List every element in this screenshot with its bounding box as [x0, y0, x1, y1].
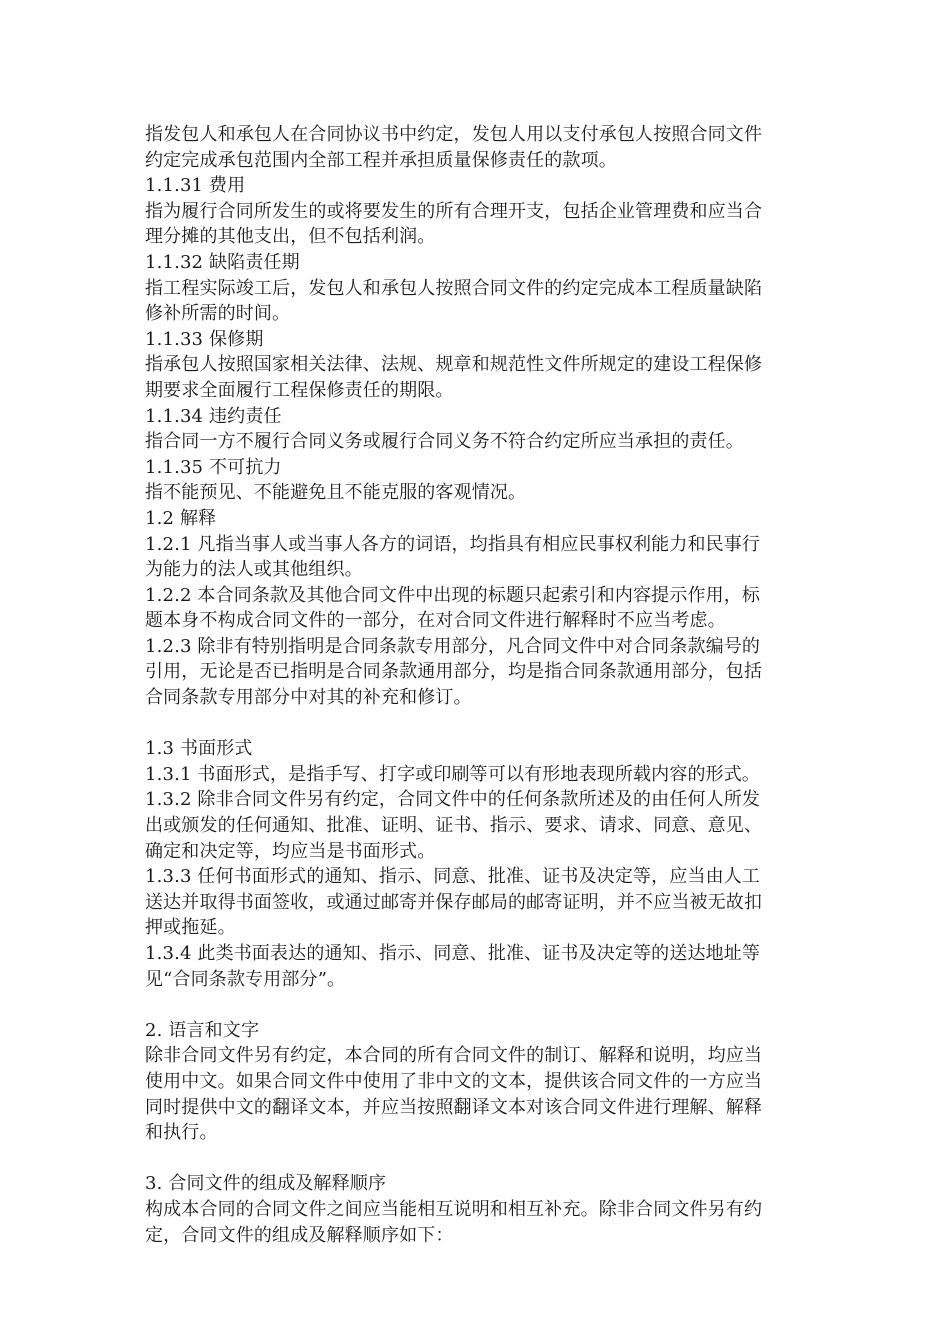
text-line: 1.2.2 本合同条款及其他合同文件中出现的标题只起索引和内容提示作用，标	[145, 584, 761, 606]
section-heading: 1.3 书面形式	[145, 738, 253, 760]
text-line: 出或颁发的任何通知、批准、证明、证书、指示、要求、请求、同意、意见、	[145, 815, 763, 837]
text-line: 合同条款专用部分中对其的补充和修订。	[145, 687, 472, 709]
text-line: 引用，无论是否已指明是合同条款通用部分，均是指合同条款通用部分，包括	[145, 661, 763, 683]
text-line: 指为履行合同所发生的或将要发生的所有合理开支，包括企业管理费和应当合	[145, 200, 763, 222]
text-line: 期要求全面履行工程保修责任的期限。	[145, 379, 454, 401]
text-line: 见“合同条款专用部分”。	[145, 968, 346, 990]
text-line: 除非合同文件另有约定，本合同的所有合同文件的制订、解释和说明，均应当	[145, 1045, 763, 1067]
text-line: 定，合同文件的组成及解释顺序如下：	[145, 1224, 454, 1246]
document-body	[145, 122, 805, 1248]
blank-line	[145, 711, 805, 737]
section-heading: 1.2 解释	[145, 507, 217, 529]
blank-line	[145, 992, 805, 1018]
section-heading: 1.1.32 缺陷责任期	[145, 251, 300, 273]
section-heading: 2. 语言和文字	[145, 1019, 260, 1041]
text-line: 1.3.4 此类书面表达的通知、指示、同意、批准、证书及决定等的送达地址等	[145, 943, 761, 964]
text-line: 确定和决定等，均应当是书面形式。	[145, 840, 436, 862]
text-line: 题本身不构成合同文件的一部分，在对合同文件进行解释时不应当考虑。	[145, 610, 726, 632]
text-line: 指发包人和承包人在合同协议书中约定，发包人用以支付承包人按照合同文件	[145, 124, 763, 145]
text-line: 为能力的法人或其他组织。	[145, 559, 363, 581]
text-line: 1.3.2 除非合同文件另有约定，合同文件中的任何条款所述及的由任何人所发	[145, 789, 761, 811]
text-line: 指承包人按照国家相关法律、法规、规章和规范性文件所规定的建设工程保修	[145, 354, 763, 376]
text-line: 同时提供中文的翻译文本，并应当按照翻译文本对该合同文件进行理解、解释	[145, 1096, 763, 1118]
text-line: 1.3.3 任何书面形式的通知、指示、同意、批准、证书及决定等，应当由人工	[145, 866, 761, 888]
text-line: 使用中文。如果合同文件中使用了非中文的文本，提供该合同文件的一方应当	[145, 1070, 763, 1092]
section-heading: 3. 合同文件的组成及解释顺序	[145, 1173, 387, 1195]
text-line: 修补所需的时间。	[145, 303, 291, 325]
section-heading: 1.1.33 保修期	[145, 328, 264, 350]
section-heading: 1.1.35 不可抗力	[145, 456, 282, 478]
text-line: 指工程实际竣工后，发包人和承包人按照合同文件的约定完成本工程质量缺陷	[145, 277, 763, 299]
text-line: 1.2.3 除非有特别指明是合同条款专用部分，凡合同文件中对合同条款编号的	[145, 635, 761, 657]
text-line: 约定完成承包范围内全部工程并承担质量保修责任的款项。	[145, 149, 617, 171]
text-line: 理分摊的其他支出，但不包括利润。	[145, 226, 436, 248]
text-line: 和执行。	[145, 1122, 218, 1144]
text-line: 1.2.1 凡指当事人或当事人各方的词语，均指具有相应民事权利能力和民事行	[145, 533, 761, 555]
section-heading: 1.1.31 费用	[145, 175, 246, 197]
text-line: 送达并取得书面签收，或通过邮寄并保存邮局的邮寄证明，并不应当被无故扣	[145, 891, 763, 913]
blank-line	[145, 1146, 805, 1172]
text-line: 1.3.1 书面形式，是指手写、打字或印刷等可以有形地表现所载内容的形式。	[145, 763, 761, 785]
section-heading: 1.1.34 违约责任	[145, 405, 282, 427]
text-line: 押或拖延。	[145, 917, 236, 939]
text-line: 指合同一方不履行合同义务或履行合同义务不符合约定所应当承担的责任。	[145, 431, 744, 453]
text-line: 指不能预见、不能避免且不能克服的客观情况。	[145, 482, 527, 504]
text-line: 构成本合同的合同文件之间应当能相互说明和相互补充。除非合同文件另有约	[145, 1198, 763, 1220]
